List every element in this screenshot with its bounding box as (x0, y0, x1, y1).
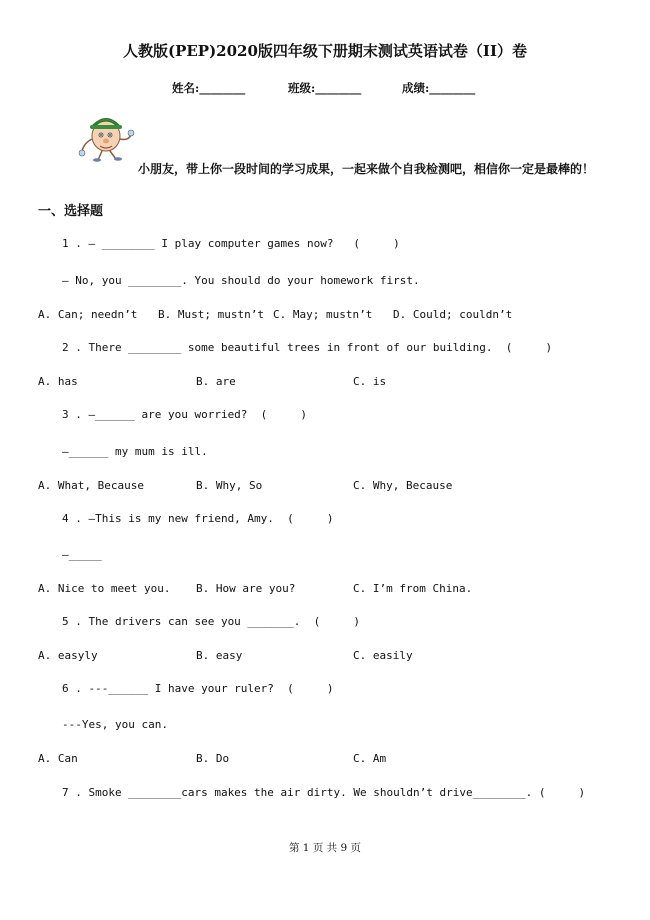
question-4-option-a: A. Nice to meet you. (38, 582, 171, 595)
question-1-option-b: B. Must; mustn’t (158, 308, 264, 321)
question-4-stem: 4 . —This is my new friend, Amy. ( ) (62, 512, 334, 525)
question-1-option-c: C. May; mustn’t (273, 308, 373, 321)
name-field: 姓名:________ (172, 81, 246, 95)
question-5-option-b: B. easy (196, 649, 243, 662)
question-1-option-a: A. Can; needn’t (38, 308, 138, 321)
question-4-option-c: C. I’m from China. (353, 582, 473, 595)
question-1-response: — No, you ________. You should do your homework first. (62, 274, 420, 287)
question-4-response: —_____ (62, 548, 102, 561)
mascot-illustration (76, 113, 136, 163)
page-footer: 第 1 页 共 9 页 (288, 842, 362, 854)
question-3-option-c: C. Why, Because (353, 479, 453, 492)
question-6-stem: 6 . ---______ I have your ruler? ( ) (62, 682, 334, 695)
question-1-option-d: D. Could; couldn’t (393, 308, 513, 321)
question-1-stem: 1 . — ________ I play computer games now? ( ) (62, 237, 400, 250)
question-2-option-c: C. is (353, 375, 387, 388)
question-2-stem: 2 . There ________ some beautiful trees in front of our building. ( ) (62, 341, 553, 354)
question-5-stem: 5 . The drivers can see you _______. ( ) (62, 615, 361, 628)
section-heading-choice: 一、选择题 (38, 204, 104, 219)
question-6-option-c: C. Am (353, 752, 387, 765)
question-4-option-b: B. How are you? (196, 582, 296, 595)
question-3-option-a: A. What, Because (38, 479, 144, 492)
question-3-stem: 3 . —______ are you worried? ( ) (62, 408, 308, 421)
question-3-option-b: B. Why, So (196, 479, 263, 492)
class-field: 班级:________ (288, 81, 362, 95)
question-5-option-c: C. easily (353, 649, 413, 662)
question-2-option-a: A. has (38, 375, 78, 388)
question-5-option-a: A. easyly (38, 649, 98, 662)
question-6-response: ---Yes, you can. (62, 718, 168, 731)
page-title: 人教版(PEP)2020版四年级下册期末测试英语试卷（II）卷 (123, 42, 527, 60)
question-6-option-b: B. Do (196, 752, 230, 765)
question-3-response: —______ my mum is ill. (62, 445, 208, 458)
question-7-stem: 7 . Smoke ________cars makes the air dirty. We shouldn’t drive________. ( ) (62, 786, 586, 799)
encouragement-text: 小朋友，带上你一段时间的学习成果，一起来做个自我检测吧，相信你一定是最棒的！ (138, 162, 595, 176)
score-field: 成绩:________ (402, 81, 476, 95)
question-2-option-b: B. are (196, 375, 236, 388)
question-6-option-a: A. Can (38, 752, 78, 765)
